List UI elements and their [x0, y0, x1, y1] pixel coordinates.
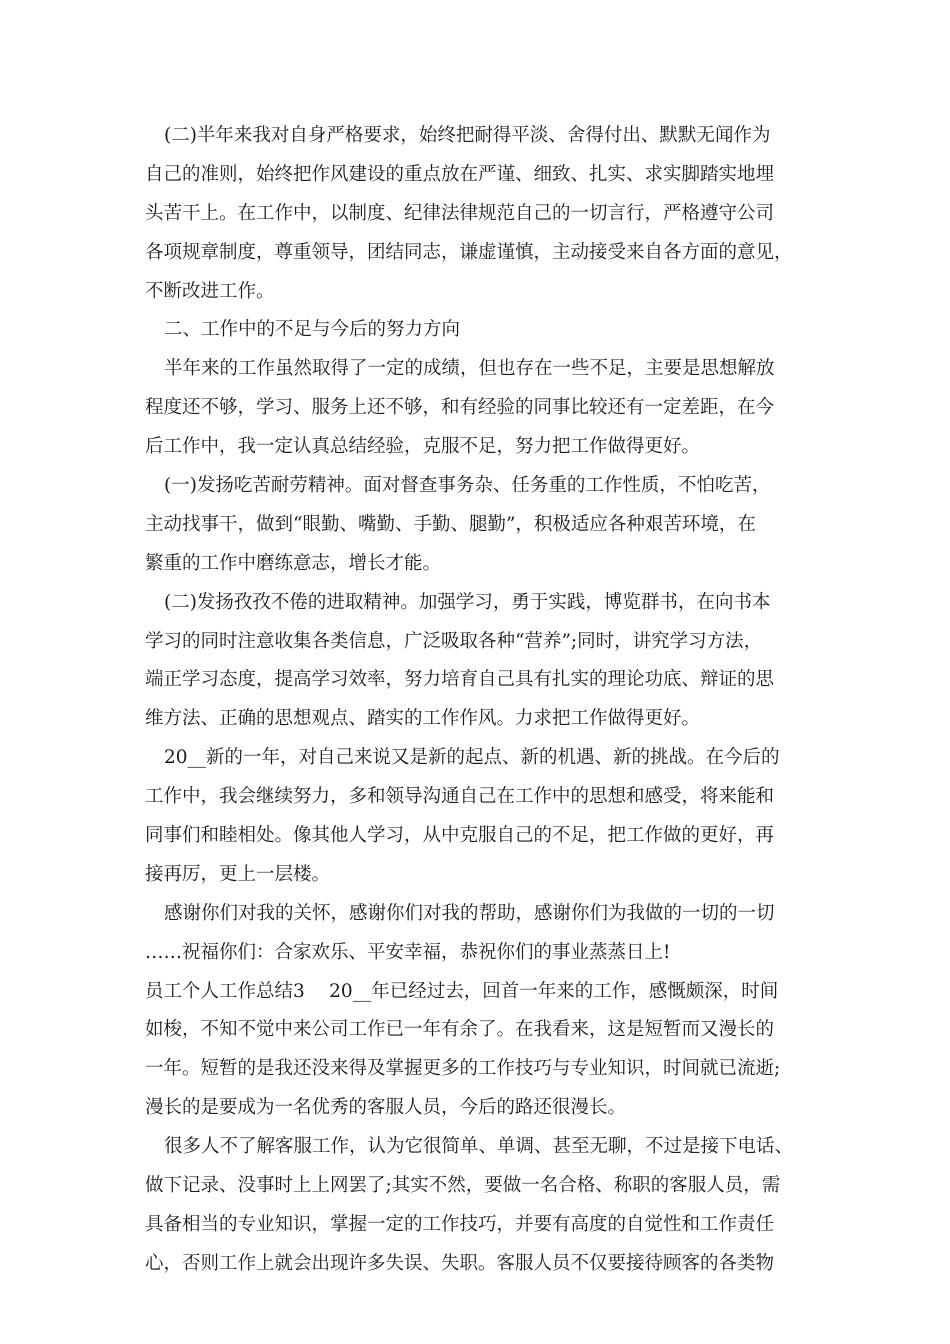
document-body: [145, 117, 805, 1284]
text-line: 感谢你们对我的关怀，感谢你们对我的帮助，感谢你们为我做的一切的一切: [164, 902, 775, 924]
text-line: (二)发扬孜孜不倦的进取精神。加强学习，勇于实践，博览群书，在向书本: [164, 591, 771, 613]
text-line: 维方法、正确的思想观点、踏实的工作作风。力求把工作做得更好。: [145, 708, 701, 730]
text-line: 具备相当的专业知识，掌握一定的工作技巧，并要有高度的自觉性和工作责任: [145, 1213, 775, 1235]
text-line: 接再厉，更上一层楼。: [145, 863, 331, 885]
text-line: 如梭，不知不觉中来公司工作已一年有余了。在我看来，这是短暂而又漫长的: [145, 1019, 775, 1041]
text-line: 学习的同时注意收集各类信息，广泛吸取各种“营养”;同时，讲究学习方法，: [145, 630, 763, 652]
text-line: 后工作中，我一定认真总结经验，克服不足，努力把工作做得更好。: [145, 436, 701, 458]
text-line: 漫长的是要成为一名优秀的客服人员，今后的路还很漫长。: [145, 1097, 627, 1119]
text-line: 自己的准则，始终把作风建设的重点放在严谨、细致、扎实、求实脚踏实地埋: [145, 163, 775, 185]
text-line: ……祝福你们：合家欢乐、平安幸福，恭祝你们的事业蒸蒸日上!: [145, 941, 671, 963]
text-line: 不断改进工作。: [145, 280, 275, 302]
text-line: 20__新的一年，对自己来说又是新的起点、新的机遇、新的挑战。在今后的: [164, 747, 780, 769]
text-line: 程度还不够，学习、服务上还不够，和有经验的同事比较还有一定差距，在今: [145, 397, 775, 419]
text-line: 繁重的工作中磨练意志，增长才能。: [145, 552, 442, 574]
text-line: (二)半年来我对自身严格要求，始终把耐得平淡、舍得付出、默默无闻作为: [164, 125, 771, 146]
text-line: 半年来的工作虽然取得了一定的成绩，但也存在一些不足，主要是思想解放: [164, 358, 775, 380]
text-line: 很多人不了解客服工作，认为它很简单、单调、甚至无聊，不过是接下电话、: [164, 1136, 794, 1158]
text-line: 做下记录、没事时上上网罢了;其实不然，要做一名合格、称职的客服人员，需: [145, 1175, 781, 1197]
text-line: (一)发扬吃苦耐劳精神。面对督查事务杂、任务重的工作性质，不怕吃苦，: [164, 475, 771, 497]
text-line: 员工个人工作总结3 20__年已经过去，回首一年来的工作，感慨颇深，时间: [145, 980, 779, 1002]
section-heading: 二、工作中的不足与今后的努力方向: [164, 319, 461, 341]
text-line: 各项规章制度，尊重领导，团结同志，谦虚谨慎，主动接受来自各方面的意见，: [145, 241, 793, 263]
text-line: 头苦干上。在工作中，以制度、纪律法律规范自己的一切言行，严格遵守公司: [145, 202, 775, 224]
text-line: 主动找事干，做到“眼勤、嘴勤、手勤、腿勤”，积极适应各种艰苦环境，在: [145, 513, 756, 535]
text-line: 心，否则工作上就会出现许多失误、失职。客服人员不仅要接待顾客的各类物: [145, 1252, 775, 1274]
text-line: 端正学习态度，提高学习效率，努力培育自己具有扎实的理论功底、辩证的思: [145, 669, 775, 691]
text-line: 同事们和睦相处。像其他人学习，从中克服自己的不足，把工作做的更好，再: [145, 825, 775, 847]
text-line: 工作中，我会继续努力，多和领导沟通自己在工作中的思想和感受，将来能和: [145, 786, 775, 808]
text-line: 一年。短暂的是我还没来得及掌握更多的工作技巧与专业知识，时间就已流逝;: [145, 1058, 781, 1080]
